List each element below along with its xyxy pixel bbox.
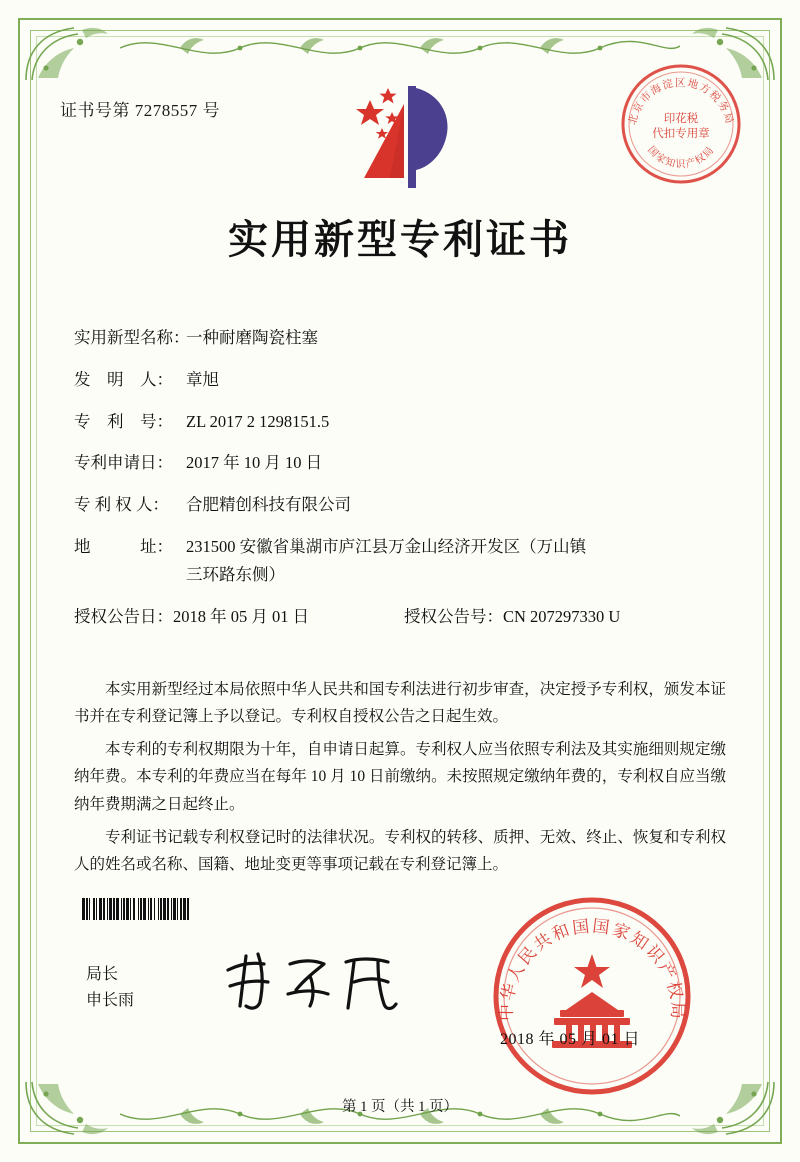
tax-stamp-seal xyxy=(617,60,745,188)
director-name-label: 申长雨 xyxy=(86,991,135,1009)
address-line-2: 三环路东侧） xyxy=(186,564,285,584)
svg-text:中华人民共和国国家知识产权局: 中华人民共和国国家知识产权局 xyxy=(496,916,688,1022)
corner-ornament-icon xyxy=(22,22,114,84)
publication-number xyxy=(404,607,734,627)
cnipa-logo-icon xyxy=(330,82,470,192)
barcode xyxy=(82,898,306,920)
page-footer: 第 1 页（共 1 页） xyxy=(342,1099,458,1115)
field-row xyxy=(74,495,734,515)
paragraph: 本实用新型经过本局依照中华人民共和国专利法进行初步审查，决定授予专利权，颁发本证书并在专利登记簿上予以登记。专利权自授权公告之日起生效。 xyxy=(74,681,726,726)
publication-date-label: 授权公告日： xyxy=(74,606,173,626)
field-label: 地 址： xyxy=(74,536,173,556)
signature-labels xyxy=(86,962,134,1013)
field-label: 专 利 号： xyxy=(74,411,173,431)
official-seal xyxy=(488,892,696,1100)
publication-number-value: CN 207297330 U xyxy=(503,606,621,626)
svg-text:印花税: 印花税 xyxy=(663,111,699,125)
field-label: 专 利 权 人： xyxy=(74,495,169,515)
field-value: 合肥精创科技有限公司 xyxy=(186,495,351,515)
field-row xyxy=(74,412,734,432)
svg-text:代扣专用章: 代扣专用章 xyxy=(652,126,710,140)
address-line-1: 231500 安徽省巢湖市庐江县万金山经济开发区（万山镇 xyxy=(186,536,587,556)
field-label: 实用新型名称： xyxy=(74,328,190,347)
field-row xyxy=(74,370,734,390)
handwritten-signature xyxy=(218,946,418,1016)
field-value: 章旭 xyxy=(186,369,219,389)
field-value: ZL 2017 2 1298151.5 xyxy=(186,411,330,431)
paragraph: 本专利的专利权期限为十年，自申请日起算。专利权人应当依照专利法及其实施细则规定缴纳年费。本专利的年费应当在每年 10 月 10 日前缴纳。未按照规定缴纳年费的，专利权自应当缴纳年费期满之日起终止。 xyxy=(74,741,726,813)
field-label: 专利申请日： xyxy=(74,453,173,473)
field-value xyxy=(186,537,734,585)
patent-fields xyxy=(74,328,734,636)
seal-date: 2018 年 05 月 01 日 xyxy=(500,1031,641,1048)
publication-row xyxy=(74,607,734,627)
field-value: 2017 年 10 月 10 日 xyxy=(186,453,323,473)
top-vine-ornament-icon xyxy=(120,24,680,70)
paragraph: 专利证书记载专利权登记时的法律状况。专利权的转移、质押、无效、终止、恢复和专利权人的姓名或名称、国籍、地址变更等事项记载在专利登记簿上。 xyxy=(74,828,726,873)
field-label: 发 明 人： xyxy=(74,369,173,389)
publication-number-label: 授权公告号： xyxy=(404,606,503,626)
field-row-address xyxy=(74,537,734,585)
field-row xyxy=(74,453,734,473)
field-value: 一种耐磨陶瓷柱塞 xyxy=(186,328,318,347)
certificate-number: 证书号第 7278557 号 xyxy=(60,101,220,120)
legal-text xyxy=(74,676,726,884)
director-title-label: 局长 xyxy=(86,966,119,983)
field-row xyxy=(74,328,734,348)
svg-text:国家知识产权局: 国家知识产权局 xyxy=(645,144,717,171)
publication-date xyxy=(74,607,404,627)
svg-text:北京市海淀区地方税务局: 北京市海淀区地方税务局 xyxy=(626,77,736,127)
publication-date-value: 2018 年 05 月 01 日 xyxy=(173,606,310,626)
page-title: 实用新型专利证书 xyxy=(228,216,572,263)
